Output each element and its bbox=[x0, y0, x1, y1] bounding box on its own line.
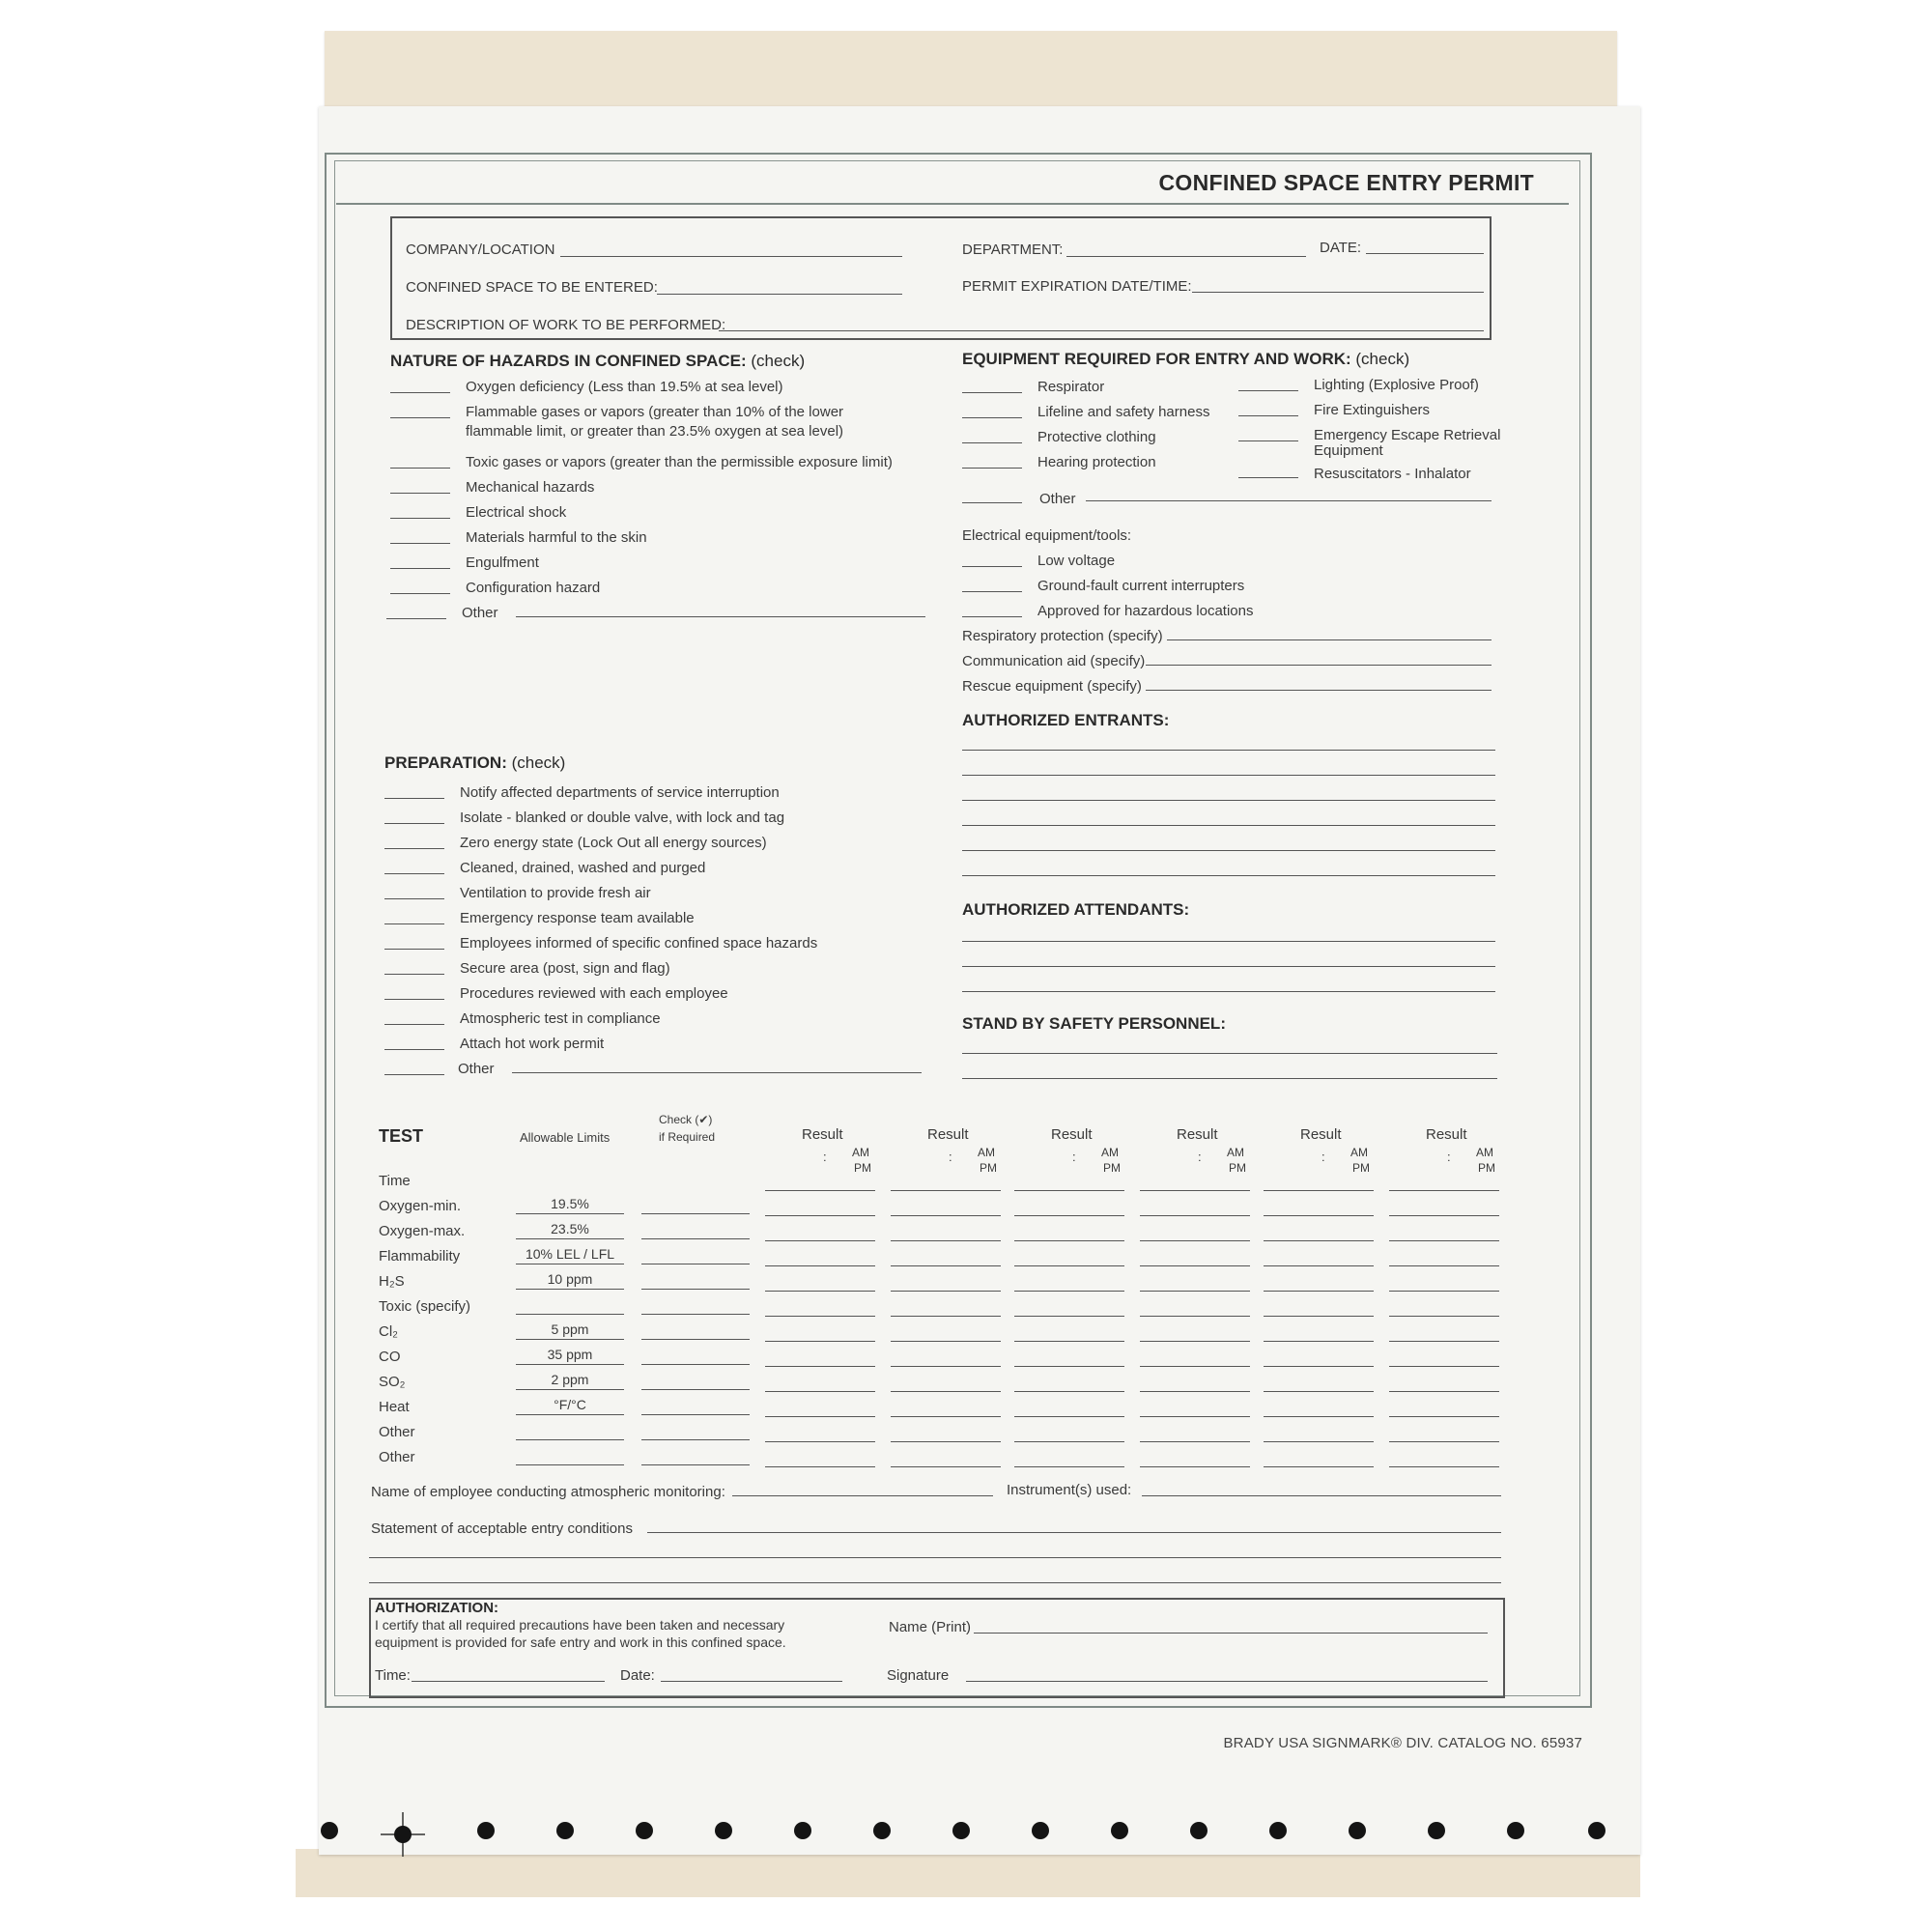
binding-hole bbox=[1507, 1822, 1524, 1839]
result-field[interactable] bbox=[1014, 1466, 1124, 1467]
communication-label: Communication aid (specify) bbox=[962, 653, 1146, 669]
result-field[interactable] bbox=[891, 1466, 1001, 1467]
pm-label: PM bbox=[854, 1161, 871, 1175]
confined-space-label: CONFINED SPACE TO BE ENTERED: bbox=[406, 279, 658, 296]
crosshair-icon bbox=[379, 1810, 427, 1859]
equipment-check[interactable] bbox=[1238, 415, 1298, 416]
check-header: if Required bbox=[659, 1130, 716, 1144]
check-required-field[interactable] bbox=[641, 1289, 750, 1290]
entrant-line[interactable] bbox=[962, 775, 1495, 776]
binding-hole bbox=[873, 1822, 891, 1839]
result-field[interactable] bbox=[891, 1416, 1001, 1417]
test-row-label: Oxygen-max. bbox=[379, 1223, 466, 1239]
description-field[interactable] bbox=[719, 330, 1484, 331]
result-field[interactable] bbox=[1264, 1466, 1374, 1467]
check-required-field[interactable] bbox=[641, 1439, 750, 1440]
result-header: Result bbox=[1300, 1126, 1342, 1143]
equipment-item: Fire Extinguishers bbox=[1314, 402, 1431, 418]
result-field[interactable] bbox=[765, 1466, 875, 1467]
hazard-item: Mechanical hazards bbox=[466, 479, 595, 496]
department-field[interactable] bbox=[1066, 256, 1306, 257]
preparation-check[interactable] bbox=[384, 923, 444, 924]
preparation-check[interactable] bbox=[384, 798, 444, 799]
result-field[interactable] bbox=[765, 1291, 875, 1292]
preparation-item: Procedures reviewed with each employee bbox=[460, 985, 728, 1002]
result-field[interactable] bbox=[1140, 1466, 1250, 1467]
am-label: AM bbox=[1350, 1146, 1368, 1159]
name-print-field[interactable] bbox=[974, 1633, 1488, 1634]
electrical-check[interactable] bbox=[962, 616, 1022, 617]
test-row-label: CO bbox=[379, 1349, 401, 1365]
result-field[interactable] bbox=[1140, 1190, 1250, 1191]
preparation-item: Ventilation to provide fresh air bbox=[460, 885, 651, 901]
hazard-check[interactable] bbox=[390, 468, 450, 469]
electrical-check[interactable] bbox=[962, 591, 1022, 592]
result-field[interactable] bbox=[1389, 1341, 1499, 1342]
equipment-check[interactable] bbox=[962, 392, 1022, 393]
auth-date-label: Date: bbox=[620, 1667, 655, 1684]
result-field[interactable] bbox=[1389, 1391, 1499, 1392]
pm-label: PM bbox=[1352, 1161, 1370, 1175]
monitoring-field[interactable] bbox=[732, 1495, 993, 1496]
rescue-label: Rescue equipment (specify) bbox=[962, 678, 1142, 695]
hazard-check[interactable] bbox=[390, 493, 450, 494]
authorization-heading: AUTHORIZATION: bbox=[375, 1600, 499, 1616]
test-row-label: Flammability bbox=[379, 1248, 461, 1264]
result-field[interactable] bbox=[1264, 1341, 1374, 1342]
time-colon: : bbox=[1072, 1150, 1076, 1164]
hazard-item: Toxic gases or vapors (greater than the permissible exposure limit) bbox=[466, 454, 893, 470]
result-field[interactable] bbox=[1014, 1291, 1124, 1292]
electrical-heading: Electrical equipment/tools: bbox=[962, 527, 1132, 544]
result-field[interactable] bbox=[1389, 1416, 1499, 1417]
binding-hole bbox=[636, 1822, 653, 1839]
result-field[interactable] bbox=[1014, 1190, 1124, 1191]
test-row-label: Cl₂ bbox=[379, 1323, 398, 1340]
pm-label: PM bbox=[1229, 1161, 1246, 1175]
hazard-item-continued: flammable limit, or greater than 23.5% oxygen at sea level) bbox=[466, 423, 844, 440]
preparation-check[interactable] bbox=[384, 1024, 444, 1025]
result-field[interactable] bbox=[765, 1240, 875, 1241]
preparation-item-other: Other bbox=[458, 1061, 495, 1077]
limit-value: 10 ppm bbox=[547, 1271, 593, 1287]
preparation-check[interactable] bbox=[384, 999, 444, 1000]
preparation-check[interactable] bbox=[384, 1049, 444, 1050]
time-colon: : bbox=[949, 1150, 952, 1164]
result-header: Result bbox=[1426, 1126, 1467, 1143]
limit-value: 23.5% bbox=[551, 1221, 589, 1236]
result-field[interactable] bbox=[1389, 1190, 1499, 1191]
limit-value: °F/°C bbox=[554, 1397, 586, 1412]
entrant-line[interactable] bbox=[962, 800, 1495, 801]
result-field[interactable] bbox=[765, 1441, 875, 1442]
preparation-item: Attach hot work permit bbox=[460, 1036, 605, 1052]
hazard-item: Flammable gases or vapors (greater than 10% of the lower bbox=[466, 404, 844, 420]
rescue-field[interactable] bbox=[1146, 690, 1492, 691]
test-heading: TEST bbox=[379, 1126, 424, 1146]
stand-by-line[interactable] bbox=[962, 1053, 1497, 1054]
result-field[interactable] bbox=[1389, 1240, 1499, 1241]
authorization-text: equipment is provided for safe entry and work in this confined space. bbox=[375, 1634, 786, 1650]
department-label: DEPARTMENT: bbox=[962, 242, 1064, 258]
hazards-heading: NATURE OF HAZARDS IN CONFINED SPACE: (check) bbox=[390, 352, 806, 370]
result-field[interactable] bbox=[1140, 1265, 1250, 1266]
binding-hole bbox=[556, 1822, 574, 1839]
auth-date-field[interactable] bbox=[661, 1681, 842, 1682]
binding-hole bbox=[952, 1822, 970, 1839]
respiratory-field[interactable] bbox=[1167, 639, 1492, 640]
equipment-check[interactable] bbox=[962, 417, 1022, 418]
statement-line[interactable] bbox=[369, 1582, 1501, 1583]
check-required-field[interactable] bbox=[641, 1314, 750, 1315]
binding-hole bbox=[321, 1822, 338, 1839]
result-field[interactable] bbox=[1140, 1366, 1250, 1367]
equipment-item: Hearing protection bbox=[1037, 454, 1156, 470]
permit-title: CONFINED SPACE ENTRY PERMIT bbox=[1158, 170, 1534, 195]
signature-label: Signature bbox=[887, 1667, 950, 1684]
limit-field[interactable] bbox=[516, 1439, 624, 1440]
result-field[interactable] bbox=[891, 1316, 1001, 1317]
attendant-line[interactable] bbox=[962, 966, 1495, 967]
time-colon: : bbox=[1198, 1150, 1202, 1164]
limit-field[interactable] bbox=[516, 1414, 624, 1415]
test-row-label: Oxygen-min. bbox=[379, 1198, 462, 1214]
hazard-check[interactable] bbox=[390, 568, 450, 569]
time-colon: : bbox=[823, 1150, 827, 1164]
time-colon: : bbox=[1321, 1150, 1325, 1164]
result-field[interactable] bbox=[891, 1240, 1001, 1241]
name-print-label: Name (Print) bbox=[889, 1619, 972, 1635]
binding-hole bbox=[794, 1822, 811, 1839]
monitoring-label: Name of employee conducting atmospheric monitoring: bbox=[371, 1484, 725, 1500]
pad-bottom-edge bbox=[296, 1849, 1640, 1897]
check-required-field[interactable] bbox=[641, 1364, 750, 1365]
result-field[interactable] bbox=[1014, 1391, 1124, 1392]
limit-value: 2 ppm bbox=[551, 1372, 589, 1387]
preparation-item: Atmospheric test in compliance bbox=[460, 1010, 661, 1027]
binding-hole bbox=[1269, 1822, 1287, 1839]
result-field[interactable] bbox=[1264, 1291, 1374, 1292]
electrical-item: Low voltage bbox=[1037, 553, 1116, 569]
pad-top-edge bbox=[325, 31, 1617, 108]
result-field[interactable] bbox=[1014, 1341, 1124, 1342]
result-field[interactable] bbox=[891, 1441, 1001, 1442]
permit-expiration-field[interactable] bbox=[1192, 292, 1484, 293]
hazard-other-field[interactable] bbox=[516, 616, 925, 617]
result-field[interactable] bbox=[1389, 1316, 1499, 1317]
check-required-field[interactable] bbox=[641, 1238, 750, 1239]
instruments-label: Instrument(s) used: bbox=[1007, 1482, 1132, 1498]
limit-field[interactable] bbox=[516, 1238, 624, 1239]
preparation-heading: PREPARATION: (check) bbox=[384, 753, 566, 772]
hazard-check[interactable] bbox=[390, 518, 450, 519]
time-field[interactable] bbox=[412, 1681, 605, 1682]
electrical-item: Ground-fault current interrupters bbox=[1037, 578, 1245, 594]
am-label: AM bbox=[852, 1146, 869, 1159]
electrical-check[interactable] bbox=[962, 566, 1022, 567]
entrant-line[interactable] bbox=[962, 875, 1495, 876]
preparation-item: Isolate - blanked or double valve, with lock and tag bbox=[460, 810, 785, 826]
title-divider bbox=[336, 203, 1569, 205]
result-field[interactable] bbox=[891, 1341, 1001, 1342]
result-field[interactable] bbox=[1140, 1316, 1250, 1317]
preparation-check[interactable] bbox=[384, 823, 444, 824]
hazard-item-other: Other bbox=[462, 605, 498, 621]
result-field[interactable] bbox=[1389, 1466, 1499, 1467]
binding-hole bbox=[1588, 1822, 1605, 1839]
result-field[interactable] bbox=[1140, 1240, 1250, 1241]
pm-label: PM bbox=[980, 1161, 997, 1175]
preparation-check[interactable] bbox=[384, 898, 444, 899]
result-field[interactable] bbox=[1389, 1265, 1499, 1266]
hazard-check[interactable] bbox=[390, 543, 450, 544]
result-field[interactable] bbox=[765, 1341, 875, 1342]
equipment-check[interactable] bbox=[1238, 390, 1298, 391]
result-header: Result bbox=[1177, 1126, 1218, 1143]
limit-value: 5 ppm bbox=[551, 1321, 589, 1337]
equipment-check[interactable] bbox=[962, 468, 1022, 469]
preparation-check[interactable] bbox=[384, 873, 444, 874]
equipment-item: Emergency Escape Retrieval bbox=[1314, 427, 1501, 443]
result-field[interactable] bbox=[1140, 1391, 1250, 1392]
test-row-label: Toxic (specify) bbox=[379, 1298, 471, 1315]
hazard-item: Configuration hazard bbox=[466, 580, 601, 596]
instruments-field[interactable] bbox=[1142, 1495, 1501, 1496]
result-field[interactable] bbox=[1264, 1391, 1374, 1392]
result-field[interactable] bbox=[765, 1391, 875, 1392]
preparation-item: Cleaned, drained, washed and purged bbox=[460, 860, 706, 876]
binding-hole bbox=[1032, 1822, 1049, 1839]
entrant-line[interactable] bbox=[962, 850, 1495, 851]
result-field[interactable] bbox=[1014, 1416, 1124, 1417]
limit-field[interactable] bbox=[516, 1213, 624, 1214]
result-field[interactable] bbox=[1014, 1366, 1124, 1367]
hazard-item: Electrical shock bbox=[466, 504, 567, 521]
result-field[interactable] bbox=[891, 1391, 1001, 1392]
result-field[interactable] bbox=[1264, 1441, 1374, 1442]
result-field[interactable] bbox=[1389, 1215, 1499, 1216]
result-field[interactable] bbox=[1140, 1215, 1250, 1216]
hazard-item: Oxygen deficiency (Less than 19.5% at sea level) bbox=[466, 379, 783, 395]
result-field[interactable] bbox=[891, 1265, 1001, 1266]
result-header: Result bbox=[927, 1126, 969, 1143]
result-field[interactable] bbox=[1140, 1291, 1250, 1292]
limit-field[interactable] bbox=[516, 1364, 624, 1365]
result-field[interactable] bbox=[1389, 1366, 1499, 1367]
result-header: Result bbox=[802, 1126, 843, 1143]
result-field[interactable] bbox=[765, 1316, 875, 1317]
equipment-item: Lighting (Explosive Proof) bbox=[1314, 377, 1479, 393]
equipment-item-continued: Equipment bbox=[1314, 442, 1383, 459]
equipment-check[interactable] bbox=[1238, 440, 1298, 441]
equipment-item: Respirator bbox=[1037, 379, 1105, 395]
result-field[interactable] bbox=[765, 1416, 875, 1417]
limit-field[interactable] bbox=[516, 1464, 624, 1465]
date-field[interactable] bbox=[1366, 253, 1484, 254]
result-field[interactable] bbox=[765, 1265, 875, 1266]
hazard-check[interactable] bbox=[390, 417, 450, 418]
preparation-item: Zero energy state (Lock Out all energy sources) bbox=[460, 835, 767, 851]
company-location-field[interactable] bbox=[560, 256, 902, 257]
result-field[interactable] bbox=[1140, 1416, 1250, 1417]
result-field[interactable] bbox=[1014, 1265, 1124, 1266]
binding-hole bbox=[1111, 1822, 1128, 1839]
limit-value: 10% LEL / LFL bbox=[525, 1246, 615, 1262]
preparation-check[interactable] bbox=[384, 848, 444, 849]
date-label: DATE: bbox=[1320, 240, 1362, 256]
limit-field[interactable] bbox=[516, 1389, 624, 1390]
stand-by-heading: STAND BY SAFETY PERSONNEL: bbox=[962, 1014, 1226, 1033]
check-required-field[interactable] bbox=[641, 1339, 750, 1340]
equipment-check[interactable] bbox=[962, 442, 1022, 443]
confined-space-field[interactable] bbox=[657, 294, 902, 295]
catalog-footer: BRADY USA SIGNMARK® DIV. CATALOG NO. 65937 bbox=[1223, 1735, 1582, 1751]
hazard-check[interactable] bbox=[386, 618, 446, 619]
allowable-limits-header: Allowable Limits bbox=[520, 1130, 611, 1145]
limit-field[interactable] bbox=[516, 1289, 624, 1290]
limit-value: 35 ppm bbox=[547, 1347, 593, 1362]
limit-field[interactable] bbox=[516, 1339, 624, 1340]
binding-hole bbox=[1190, 1822, 1208, 1839]
result-field[interactable] bbox=[1014, 1441, 1124, 1442]
entrant-line[interactable] bbox=[962, 825, 1495, 826]
result-field[interactable] bbox=[1140, 1441, 1250, 1442]
result-field[interactable] bbox=[1389, 1441, 1499, 1442]
preparation-check[interactable] bbox=[384, 949, 444, 950]
binding-hole bbox=[715, 1822, 732, 1839]
permit-expiration-label: PERMIT EXPIRATION DATE/TIME: bbox=[962, 278, 1192, 295]
result-field[interactable] bbox=[1389, 1291, 1499, 1292]
result-field[interactable] bbox=[891, 1291, 1001, 1292]
stand-by-line[interactable] bbox=[962, 1078, 1497, 1079]
result-field[interactable] bbox=[1264, 1190, 1374, 1191]
test-row-label: Other bbox=[379, 1424, 415, 1440]
company-location-label: COMPANY/LOCATION bbox=[406, 242, 555, 258]
equipment-heading: EQUIPMENT REQUIRED FOR ENTRY AND WORK: (check) bbox=[962, 350, 1410, 368]
preparation-item: Emergency response team available bbox=[460, 910, 695, 926]
check-required-field[interactable] bbox=[641, 1464, 750, 1465]
attendant-line[interactable] bbox=[962, 941, 1495, 942]
equipment-check[interactable] bbox=[962, 502, 1022, 503]
preparation-check[interactable] bbox=[384, 974, 444, 975]
authorized-entrants-heading: AUTHORIZED ENTRANTS: bbox=[962, 711, 1170, 729]
preparation-other-field[interactable] bbox=[512, 1072, 922, 1073]
result-field[interactable] bbox=[1264, 1265, 1374, 1266]
electrical-item: Approved for hazardous locations bbox=[1037, 603, 1254, 619]
result-header: Result bbox=[1051, 1126, 1093, 1143]
am-label: AM bbox=[978, 1146, 995, 1159]
am-label: AM bbox=[1101, 1146, 1119, 1159]
hazard-check[interactable] bbox=[390, 392, 450, 393]
hazard-item: Materials harmful to the skin bbox=[466, 529, 647, 546]
description-label: DESCRIPTION OF WORK TO BE PERFORMED: bbox=[406, 317, 726, 333]
preparation-item: Secure area (post, sign and flag) bbox=[460, 960, 670, 977]
signature-field[interactable] bbox=[966, 1681, 1488, 1682]
result-field[interactable] bbox=[765, 1190, 875, 1191]
check-header: Check (✔) bbox=[659, 1113, 713, 1126]
test-row-label: SO₂ bbox=[379, 1374, 406, 1390]
pm-label: PM bbox=[1478, 1161, 1495, 1175]
test-row-label: Heat bbox=[379, 1399, 410, 1415]
statement-line[interactable] bbox=[369, 1557, 1501, 1558]
am-label: AM bbox=[1227, 1146, 1244, 1159]
result-field[interactable] bbox=[891, 1190, 1001, 1191]
hazard-check[interactable] bbox=[390, 593, 450, 594]
result-field[interactable] bbox=[891, 1366, 1001, 1367]
result-field[interactable] bbox=[1014, 1316, 1124, 1317]
test-row-label: Time bbox=[379, 1173, 411, 1189]
limit-field[interactable] bbox=[516, 1314, 624, 1315]
preparation-check[interactable] bbox=[384, 1074, 444, 1075]
time-label: Time: bbox=[375, 1667, 411, 1684]
binding-hole bbox=[1349, 1822, 1366, 1839]
equipment-item: Resuscitators - Inhalator bbox=[1314, 466, 1471, 482]
result-field[interactable] bbox=[1264, 1215, 1374, 1216]
result-field[interactable] bbox=[1140, 1341, 1250, 1342]
result-field[interactable] bbox=[1014, 1240, 1124, 1241]
authorization-text: I certify that all required precautions have been taken and necessary bbox=[375, 1617, 785, 1633]
result-field[interactable] bbox=[1264, 1240, 1374, 1241]
equipment-item: Lifeline and safety harness bbox=[1037, 404, 1210, 420]
equipment-other-label: Other bbox=[1039, 491, 1076, 507]
binding-hole bbox=[1428, 1822, 1445, 1839]
pm-label: PM bbox=[1103, 1161, 1121, 1175]
check-required-field[interactable] bbox=[641, 1389, 750, 1390]
hazard-item: Engulfment bbox=[466, 554, 539, 571]
equipment-other-field[interactable] bbox=[1086, 500, 1492, 501]
statement-label: Statement of acceptable entry conditions bbox=[371, 1520, 633, 1537]
binding-hole bbox=[477, 1822, 495, 1839]
test-row-label: Other bbox=[379, 1449, 415, 1465]
result-field[interactable] bbox=[765, 1366, 875, 1367]
respiratory-label: Respiratory protection (specify) bbox=[962, 628, 1163, 644]
preparation-item: Notify affected departments of service interruption bbox=[460, 784, 780, 801]
entrant-line[interactable] bbox=[962, 750, 1495, 751]
result-field[interactable] bbox=[891, 1215, 1001, 1216]
result-field[interactable] bbox=[1014, 1215, 1124, 1216]
result-field[interactable] bbox=[1264, 1316, 1374, 1317]
communication-field[interactable] bbox=[1146, 665, 1492, 666]
attendant-line[interactable] bbox=[962, 991, 1495, 992]
am-label: AM bbox=[1476, 1146, 1493, 1159]
preparation-item: Employees informed of specific confined space hazards bbox=[460, 935, 818, 952]
check-required-field[interactable] bbox=[641, 1414, 750, 1415]
result-field[interactable] bbox=[1264, 1416, 1374, 1417]
test-row-label: H₂S bbox=[379, 1273, 405, 1290]
result-field[interactable] bbox=[1264, 1366, 1374, 1367]
statement-field[interactable] bbox=[647, 1532, 1501, 1533]
equipment-item: Protective clothing bbox=[1037, 429, 1156, 445]
result-field[interactable] bbox=[765, 1215, 875, 1216]
limit-value: 19.5% bbox=[551, 1196, 589, 1211]
check-required-field[interactable] bbox=[641, 1213, 750, 1214]
time-colon: : bbox=[1447, 1150, 1451, 1164]
equipment-check[interactable] bbox=[1238, 477, 1298, 478]
authorized-attendants-heading: AUTHORIZED ATTENDANTS: bbox=[962, 900, 1190, 919]
